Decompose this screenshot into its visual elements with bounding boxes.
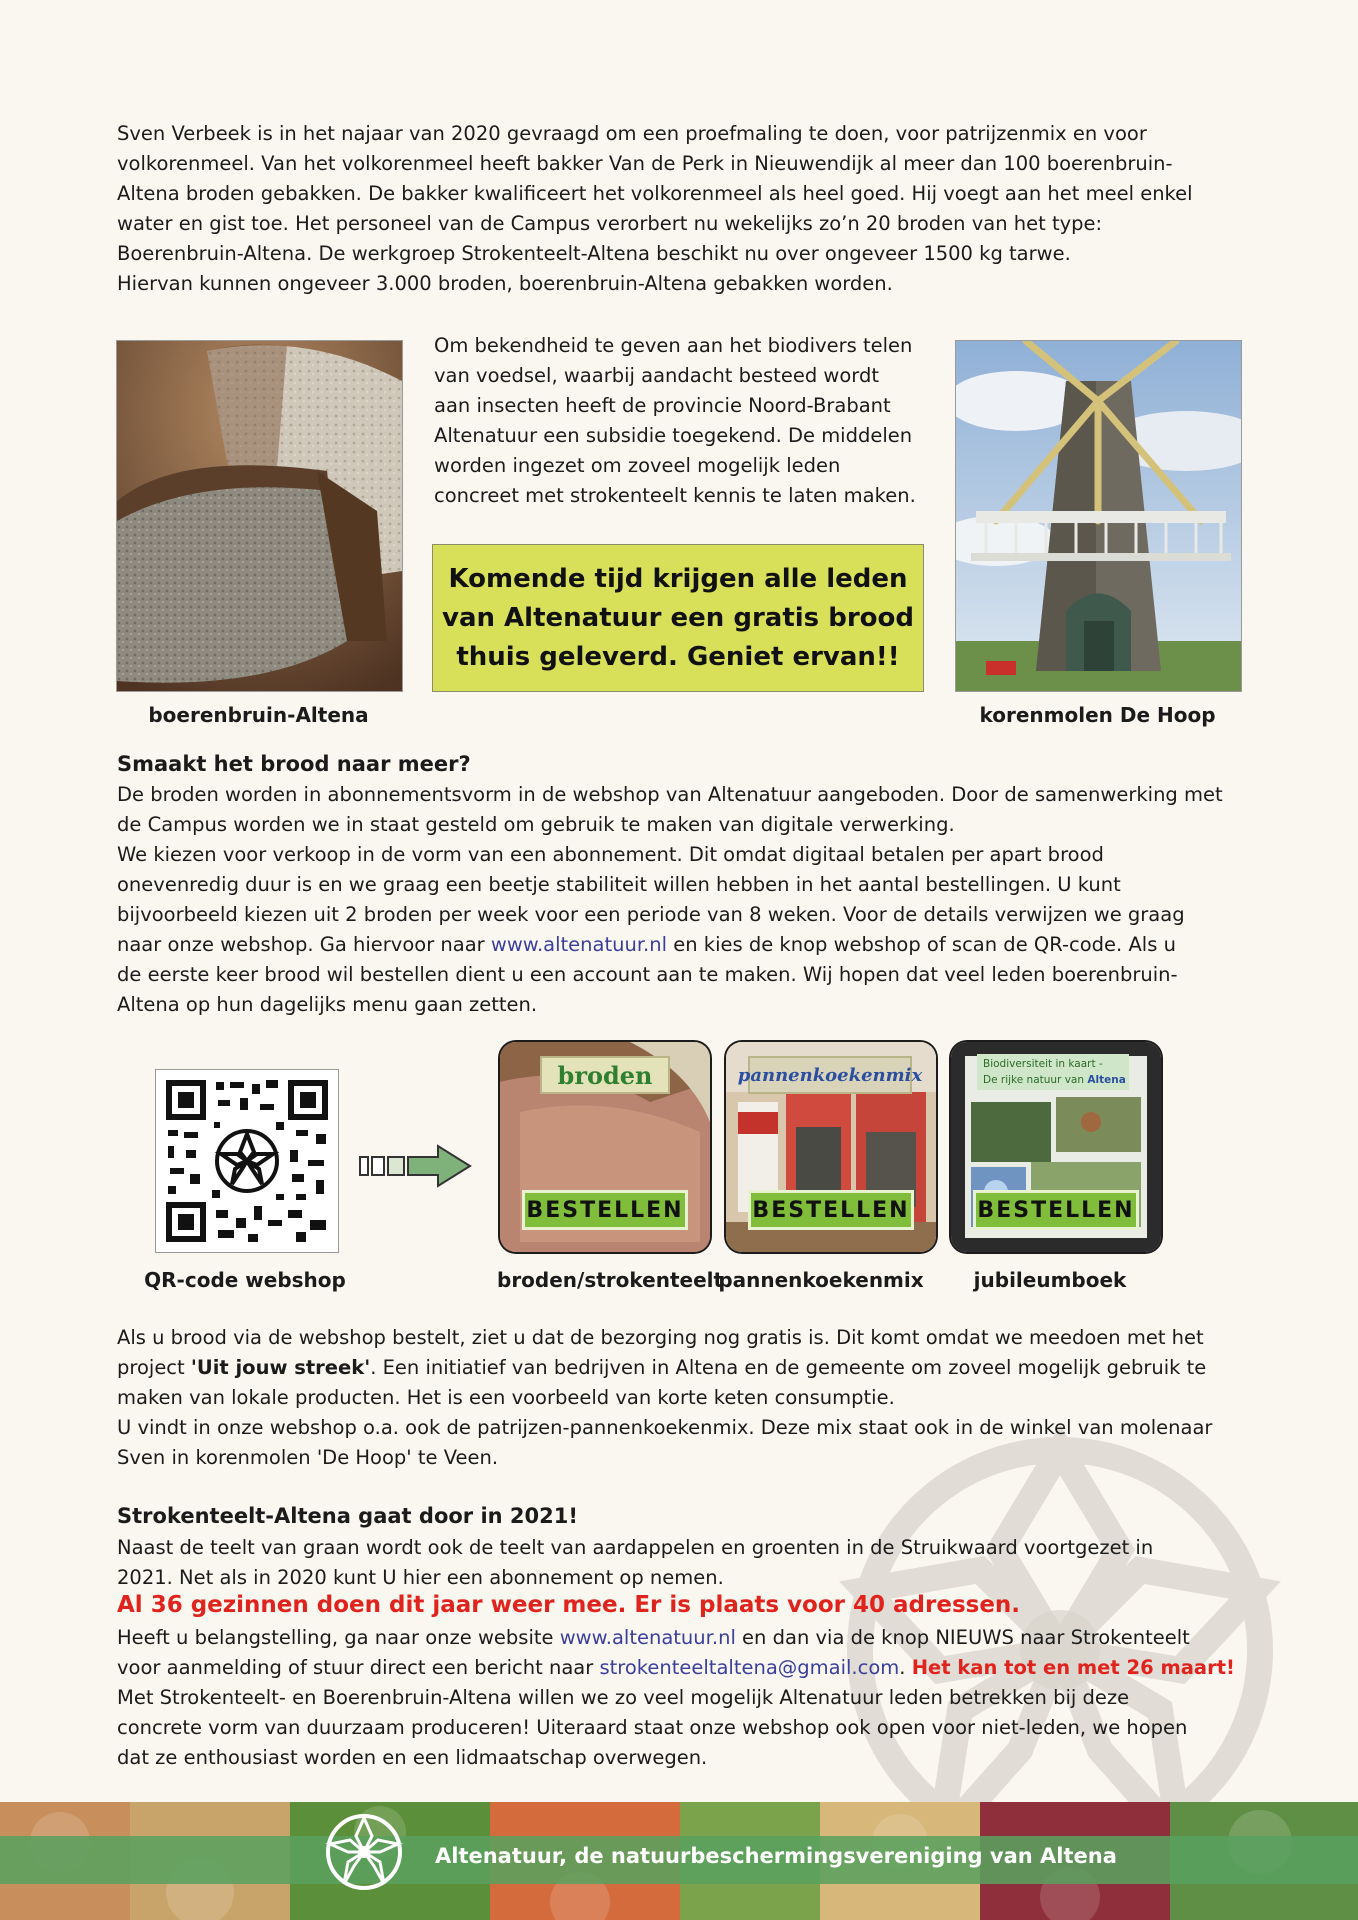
paragraph-line: We kiezen voor verkoop in de vorm van een abonnement. Dit omdat digitaal betalen per apart brood <box>117 843 1104 866</box>
footer-banner <box>0 1802 1358 1920</box>
subsidy-paragraph <box>434 331 954 511</box>
tile-label-line: De rijke natuur van <box>983 1074 1088 1086</box>
subsidy-line: Altenatuur een subsidie toegekend. De middelen <box>434 424 913 447</box>
strokenteelt-paragraph <box>117 1533 1257 1593</box>
subsidy-line: concreet met strokenteelt kennis te laten maken. <box>434 484 916 507</box>
paragraph-line: . Een initiatief van bedrijven in Altena en de gemeente om zoveel mogelijk gebruik te <box>370 1356 1207 1379</box>
participants-highlight: Al 36 gezinnen doen dit jaar weer mee. Er is plaats voor 40 adressen. <box>117 1592 1021 1618</box>
paragraph-line: Als u brood via de webshop bestelt, ziet u dat de bezorging nog gratis is. Dit komt omdat we meedoen met het <box>117 1326 1204 1349</box>
project-name: 'Uit jouw streek' <box>190 1356 371 1379</box>
intro-line: volkorenmeel. Van het volkorenmeel heeft bakker Van de Perk in Nieuwendijk al meer dan 100 boerenbruin- <box>117 152 1173 175</box>
order-button[interactable]: BESTELLEN <box>522 1190 688 1230</box>
webshop-tile-jubileumboek[interactable] <box>951 1042 1161 1252</box>
paragraph-line: 2021. Net als in 2020 kunt U hier een abonnement op nemen. <box>117 1566 724 1589</box>
paragraph-line: dat ze enthousiast worden en een lidmaatschap overwegen. <box>117 1746 708 1769</box>
paragraph-line: U vindt in onze webshop o.a. ook de patrijzen-pannenkoekenmix. Deze mix staat ook in de winkel van molenaar <box>117 1416 1213 1439</box>
bread-caption: boerenbruin-Altena <box>148 703 369 727</box>
tile-caption-pannenkoekenmix: pannenkoekenmix <box>718 1268 924 1292</box>
paragraph-line: onevenredig duur is en we graag een beetje stabiliteit willen hebben in het aantal bestellingen. U kunt <box>117 873 1121 896</box>
altenatuur-link[interactable]: www.altenatuur.nl <box>559 1626 736 1649</box>
delivery-paragraph <box>117 1323 1257 1473</box>
bread-photo-illustration <box>117 341 402 691</box>
tile-label-accent: Altena <box>1087 1074 1126 1086</box>
paragraph-line: bijvoorbeeld kiezen uit 2 broden per week voor een periode van 8 weken. Voor de details verwijzen we graag <box>117 903 1185 926</box>
free-bread-callout <box>432 544 924 692</box>
altenatuur-link[interactable]: www.altenatuur.nl <box>490 933 668 956</box>
windmill-illustration <box>956 341 1241 691</box>
paragraph-line: en kies de knop webshop of scan de QR-code. Als u <box>667 933 1176 956</box>
paragraph-line: Sven in korenmolen 'De Hoop' te Veen. <box>117 1446 499 1469</box>
webshop-tile-broden[interactable] <box>500 1042 710 1252</box>
intro-line: Sven Verbeek is in het najaar van 2020 gevraagd om een proefmaling te doen, voor patrijzenmix en voor <box>117 122 1147 145</box>
footer-tagline: Altenatuur, de natuurbeschermingsvereniging van Altena <box>435 1844 1117 1868</box>
paragraph-line: Altena op hun dagelijks menu gaan zetten. <box>117 993 538 1016</box>
tile-caption-jubileumboek: jubileumboek <box>973 1268 1127 1292</box>
subsidy-line: Om bekendheid te geven aan het biodivers telen <box>434 334 913 357</box>
paragraph-line: en dan via de knop NIEUWS naar Strokenteelt <box>735 1626 1190 1649</box>
qr-code-icon <box>156 1070 338 1252</box>
tile-label <box>977 1054 1129 1090</box>
order-button[interactable]: BESTELLEN <box>748 1190 914 1230</box>
signup-paragraph <box>117 1623 1257 1773</box>
section-heading-strokenteelt: Strokenteelt-Altena gaat door in 2021! <box>117 1504 578 1528</box>
tile-label-line: Biodiversiteit in kaart - <box>983 1058 1103 1070</box>
webshop-tile-pannenkoekenmix[interactable] <box>726 1042 936 1252</box>
intro-line: Altena broden gebakken. De bakker kwalificeert het volkorenmeel als heel goed. Hij voegt aan het meel enkel <box>117 182 1193 205</box>
subsidy-line: aan insecten heeft de provincie Noord-Brabant <box>434 394 891 417</box>
deadline-notice: Het kan tot en met 26 maart! <box>911 1656 1235 1679</box>
paragraph-line: de Campus worden we in staat gesteld om gebruik te maken van digitale verwerking. <box>117 813 955 836</box>
paragraph-line: voor aanmelding of stuur direct een bericht naar <box>117 1656 600 1679</box>
paragraph-line: Met Strokenteelt- en Boerenbruin-Altena willen we zo veel mogelijk Altenatuur leden betrekken bij deze <box>117 1686 1130 1709</box>
callout-line: van Altenatuur een gratis brood <box>442 602 914 633</box>
callout-line: Komende tijd krijgen alle leden <box>448 563 908 594</box>
windmill-photo <box>955 340 1242 692</box>
windmill-caption: korenmolen De Hoop <box>979 703 1216 727</box>
webshop-paragraph <box>117 780 1257 1020</box>
intro-line: Hiervan kunnen ongeveer 3.000 broden, boerenbruin-Altena gebakken worden. <box>117 272 893 295</box>
paragraph-line: Naast de teelt van graan wordt ook de teelt van aardappelen en groenten in de Struikwaard voortgezet in <box>117 1536 1154 1559</box>
paragraph-line: . <box>899 1656 912 1679</box>
qr-caption: QR-code webshop <box>144 1268 346 1292</box>
tile-label: broden <box>540 1056 670 1094</box>
intro-paragraph <box>117 119 1257 299</box>
intro-line: Boerenbruin-Altena. De werkgroep Strokenteelt-Altena beschikt nu over ongeveer 1500 kg tarwe. <box>117 242 1071 265</box>
callout-line: thuis geleverd. Geniet ervan!! <box>456 641 900 672</box>
subsidy-line: worden ingezet om zoveel mogelijk leden <box>434 454 841 477</box>
paragraph-line: De broden worden in abonnementsvorm in de webshop van Altenatuur aangeboden. Door de samenwerking met <box>117 783 1223 806</box>
paragraph-line: naar onze webshop. Ga hiervoor naar <box>117 933 491 956</box>
paragraph-line: project <box>117 1356 191 1379</box>
paragraph-line: de eerste keer brood wil bestellen dient u een account aan te maken. Wij hopen dat veel leden boerenbruin- <box>117 963 1178 986</box>
subsidy-line: van voedsel, waarbij aandacht besteed wordt <box>434 364 879 387</box>
tile-caption-broden: broden/strokenteelt <box>497 1268 724 1292</box>
tile-label: pannenkoekenmix <box>748 1056 912 1094</box>
paragraph-line: maken van lokale producten. Het is een voorbeeld van korte keten consumptie. <box>117 1386 895 1409</box>
altenatuur-logo-icon <box>322 1810 406 1894</box>
intro-line: water en gist toe. Het personeel van de Campus verorbert nu wekelijks zo’n 20 broden van het type: <box>117 212 1103 235</box>
section-heading-taste: Smaakt het brood naar meer? <box>117 752 471 776</box>
bread-photo <box>116 340 403 692</box>
paragraph-line: Heeft u belangstelling, ga naar onze website <box>117 1626 560 1649</box>
paragraph-line: concrete vorm van duurzaam produceren! Uiteraard staat onze webshop ook open voor niet-leden, we hopen <box>117 1716 1188 1739</box>
email-link[interactable]: strokenteeltaltena@gmail.com <box>599 1656 900 1679</box>
arrow-right-icon <box>358 1143 473 1189</box>
order-button[interactable]: BESTELLEN <box>973 1190 1139 1230</box>
webshop-qr-code[interactable] <box>155 1069 339 1253</box>
